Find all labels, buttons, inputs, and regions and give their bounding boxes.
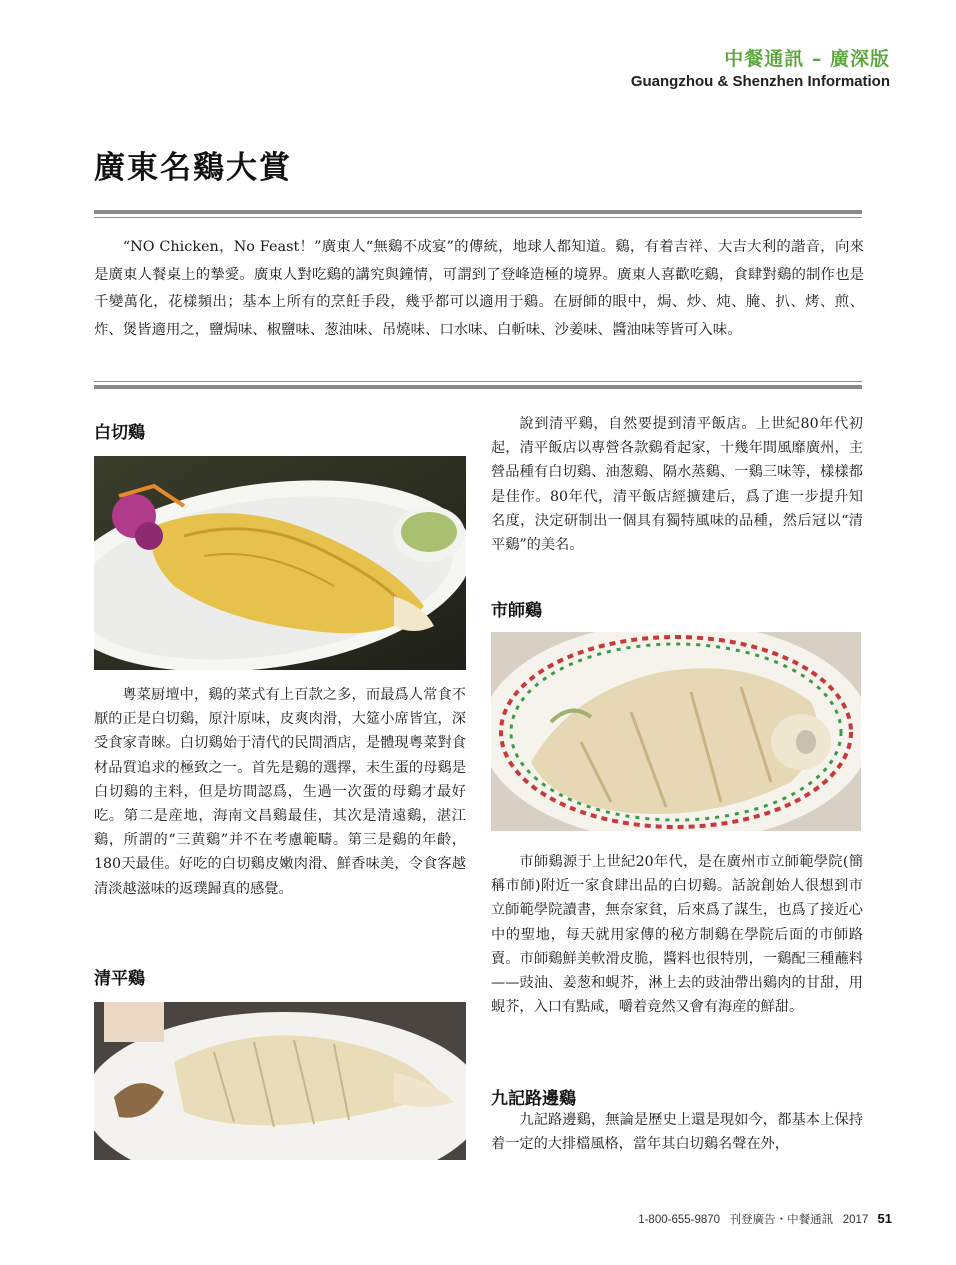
paragraph-qingping: 說到清平鷄，自然要提到清平飯店。上世紀80年代初起，清平飯店以專營各款鷄肴起家，十幾年間風靡廣州，主營品種有白切鷄、油葱鷄、隔水蒸鷄、一鷄三味等，樣樣都是佳作。80年代，清平飯店經擴建后，爲了進一步提升知名度，決定研制出一個具有獨特風味的品種，然后冠以“清平鷄”的美名。	[491, 416, 863, 554]
paragraph-baiqie: 粵菜厨壇中，鷄的菜式有上百款之多，而最爲人常食不厭的正是白切鷄，原汁原味，皮爽肉滑，大筵小席皆宜，深受食家青睞。白切鷄始于清代的民間酒店，是體現粵菜對食材品質追求的極致之一。首先是鷄的選擇，未生蛋的母鷄是白切鷄的主料，但是坊間認爲，生過一次蛋的母鷄才最好吃。第二是産地，海南文昌鷄最佳，其次是清遠鷄，湛江鷄，所謂的“三黄鷄”并不在考慮範疇。第三是鷄的年齡，180天最佳。好吃的白切鷄皮嫩肉滑、鮮香味美，令食客越清淡越滋味的返璞歸真的感覺。	[94, 687, 466, 897]
page-number: 51	[877, 1211, 892, 1226]
title-rule-thin	[94, 217, 862, 218]
intro-rule-thin	[94, 381, 862, 382]
page-footer	[638, 1211, 892, 1227]
photo-qingping-chicken	[94, 1002, 466, 1160]
heading-qingping: 清平鷄	[94, 969, 145, 989]
footer-ad-label: 刊登廣告・中餐通訊	[729, 1214, 834, 1226]
paragraph-jiuji: 九記路邊鷄，無論是歷史上還是現如今，都基本上保持着一定的大排檔風格，當年其白切鷄名聲在外，	[491, 1112, 863, 1153]
footer-year: 2017	[842, 1214, 869, 1226]
article-title: 廣東名鷄大賞	[94, 150, 292, 186]
section-title-en: Guangzhou & Shenzhen Information	[630, 73, 890, 90]
photo-shishi-chicken	[491, 632, 861, 831]
section-title-cn: 中餐通訊 – 廣深版	[724, 48, 890, 70]
heading-jiuji: 九記路邊鷄	[491, 1089, 576, 1109]
heading-shishi: 市師鷄	[491, 601, 542, 621]
photo-white-cut-chicken	[94, 456, 466, 670]
intro-rule-thick	[94, 385, 862, 389]
footer-phone: 1-800-655-9870	[638, 1214, 721, 1226]
paragraph-shishi: 市師鷄源于上世紀20年代，是在廣州市立師範學院(簡稱市師)附近一家食肆出品的白切鷄。話說創始人很想到市立師範學院讀書，無奈家貧，后來爲了謀生，也爲了接近心中的聖地，每天就用家傳的秘方制鷄在學院后面的市師路賣。市師鷄鮮美軟滑皮脆，醬料也很特別，一鷄配三種蘸料——豉油、姜葱和蜆芥，淋上去的豉油帶出鷄肉的甘甜，用蜆芥，入口有點咸，嚼着竟然又會有海産的鮮甜。	[491, 854, 863, 1016]
intro-paragraph: “NO Chicken，No Feast！”廣東人“無鷄不成宴”的傳統，地球人都知道。鷄，有着吉祥、大吉大利的諧音，向來是廣東人餐桌上的摯愛。廣東人對吃鷄的講究與鐘情，可謂到了登峰造極的境界。廣東人喜歡吃鷄，食肆對鷄的制作也是千變萬化，花樣頻出；基本上所有的烹飪手段，幾乎都可以適用于鷄。在厨師的眼中，焗、炒、炖、腌、扒、烤、煎、炸、煲皆適用之，鹽焗味、椒鹽味、葱油味、吊燒味、口水味、白斬味、沙姜味、醬油味等皆可入味。	[94, 239, 864, 338]
title-rule-thick	[94, 210, 862, 214]
heading-baiqie: 白切鷄	[94, 423, 145, 443]
